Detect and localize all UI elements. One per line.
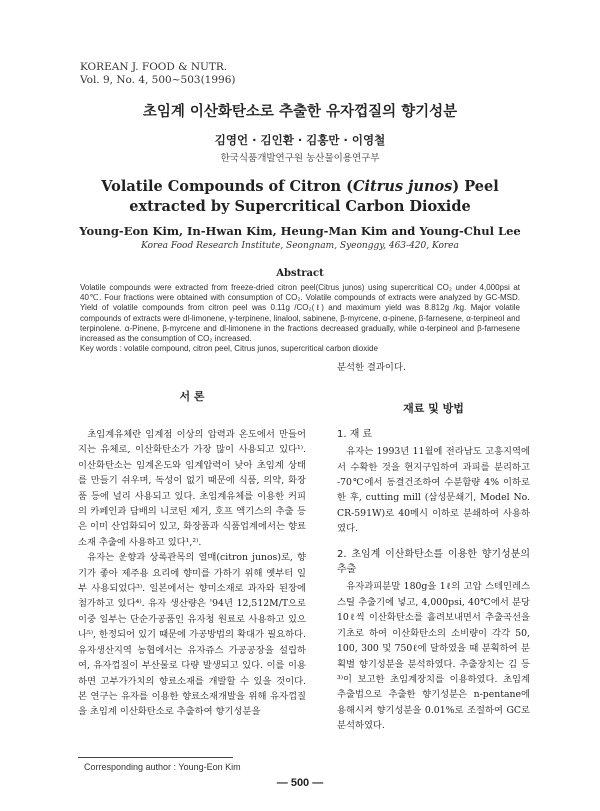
journal-header — [80, 61, 235, 87]
extraction-paragraph: 유자과피분말 180g을 1ℓ의 고압 스테인레스스틸 추출기에 넣고, 4,000psi, 40℃에서 분당 10ℓ씩 이산화탄소를 흘려보내면서 추출곡선을 기초로 하여 이산화탄소의 소비량이 각각 50, 100, 300 및 750ℓ에 달하였을 때 분획하여 분획별 향기성분을 분석하였다. 추출장치는 김 등³⁾이 보고한 초임계장치를 이용하였다. 초임계 추출법으로 추출한 향기성분은 n-pentane에 용해시켜 향기성분을 0.01%로 조절하여 GC로 분석하였다. — [337, 581, 530, 732]
materials-subheading: 1. 재 료 — [337, 428, 373, 440]
english-title-part1: Volatile Compounds of Citron ( — [101, 178, 354, 195]
intro-heading: 서 론 — [179, 390, 205, 403]
journal-name: KOREAN J. FOOD & NUTR. — [80, 61, 228, 73]
intro-paragraph-2: 유자는 운향과 상록관목의 열매(citron junos)로, 향기가 좋아 제주용 요리에 향미를 가하기 위해 옛부터 일부 사용되었다³⁾. 일본에서는 향미소재로 과자와 된장에 첨가하고 있다⁴⁾. 유자 생산량은 '94년 12,512M/T으로 이중 일부는 단순가공품인 유자청 원료로 사용하고 있으나⁵⁾, 한정되어 있기 때문에 가공방법의 확대가 필요하다. 유자생산지역 농협에서는 유자쥬스 가공공장을 설립하여, 유자껍질이 부산물로 다량 발생되고 있다. 이를 이용하면 고부가가치의 향료소재를 개발할 수 있을 것이다. 본 연구는 유자를 이용한 향료소재개발을 위해 유자껍질을 초임계 이산화탄소로 추출하여 향기성분을 — [78, 552, 306, 718]
journal-volume: Vol. 9, No. 4, 500~503(1996) — [80, 74, 236, 86]
korean-authors: 김영언 · 김인환 · 김홍만 · 이영철 — [214, 133, 386, 147]
abstract-heading: Abstract — [276, 268, 324, 279]
abstract-keywords: Key words : volatile compound, citron peel, Citrus junos, supercritical carbon dioxide — [80, 344, 378, 354]
page-number: — 500 — — [276, 777, 324, 789]
corresponding-author-footnote: Corresponding author : Young-Eon Kim — [84, 762, 241, 772]
abstract-body — [80, 283, 520, 354]
materials-paragraph: 유자는 1993년 11월에 전라남도 고흥지역에서 수확한 것을 현지구입하여 과피를 분리하고 -70℃에서 동결건조하여 수분함량 4% 이하로 한 후, cutting mill (삼성문쇄기, Model No. CR-591W)로 40메시 이하로 분쇄하여 사용하였다. — [337, 446, 530, 535]
intro-paragraph-1: 초임계유체란 임계점 이상의 압력과 온도에서 만들어지는 유체로, 이산화탄소가 가장 많이 사용되고 있다¹⁾. 이산화탄소는 임계온도와 임계압력이 낮아 초임계 상태를 만들기 쉬우며, 독성이 없기 때문에 식품, 의약, 화장품 등에 널리 사용되고 있다. 초임계유체를 이용한 커피의 카페인과 담배의 니코틴 제거, 호프 엑기스의 추출 등은 이미 산업화되어 있고, 화장품과 식품업계에서는 향료소재 추출에 사용하고 있다¹,²⁾. — [78, 429, 306, 548]
left-column — [78, 427, 306, 720]
methods-heading: 재료 및 방법 — [403, 402, 464, 416]
english-title-part1-end: ) Peel — [452, 178, 499, 195]
english-affiliation: Korea Food Research Institute, Seongnam, Syeonggy, 463-420, Korea — [141, 241, 459, 251]
english-authors: Young-Eon Kim, In-Hwan Kim, Heung-Man Kim and Young-Chul Lee — [79, 224, 521, 238]
english-title-part2: extracted by Supercritical Carbon Dioxide — [129, 198, 471, 215]
korean-title: 초임계 이산화탄소로 추출한 유자껍질의 향기성분 — [142, 104, 458, 120]
right-column — [337, 360, 530, 734]
english-title-italic: Citrus junos — [353, 178, 453, 195]
intro-continuation: 분석한 결과이다. — [337, 362, 406, 373]
extraction-subheading: 2. 초임계 이산화탄소를 이용한 향기성분의 추출 — [337, 548, 530, 576]
abstract-text: Volatile compounds were extracted from freeze-dried citron peel(Citrus junos) using supercritical CO₂ under 4,000psi at 40℃. Four fractions were obtained with consumption of CO₂. Volatile compounds of extracts were analyzed by GC-MSD. Yield of volatile compounds from citron peel was 0.11g /CO₂(ℓ) and maximum yield was 8.812g /kg. Major volatile compounds of extracts were dl-limonene, γ-terpinene, linalool, sabinene, β-myrcene, α-pinene, β-farnesene, α-terpineol and terpinolene. α-Pinene, β-myrcene and dl-limonene in the fractions decreased gradually, while α-terpineol and β-farnesene increased as the consumption of CO₂ increased. — [80, 283, 520, 344]
footnote-divider — [78, 757, 233, 758]
english-title — [0, 177, 600, 217]
korean-affiliation: 한국식품개발연구원 농산물이용연구부 — [220, 153, 380, 164]
